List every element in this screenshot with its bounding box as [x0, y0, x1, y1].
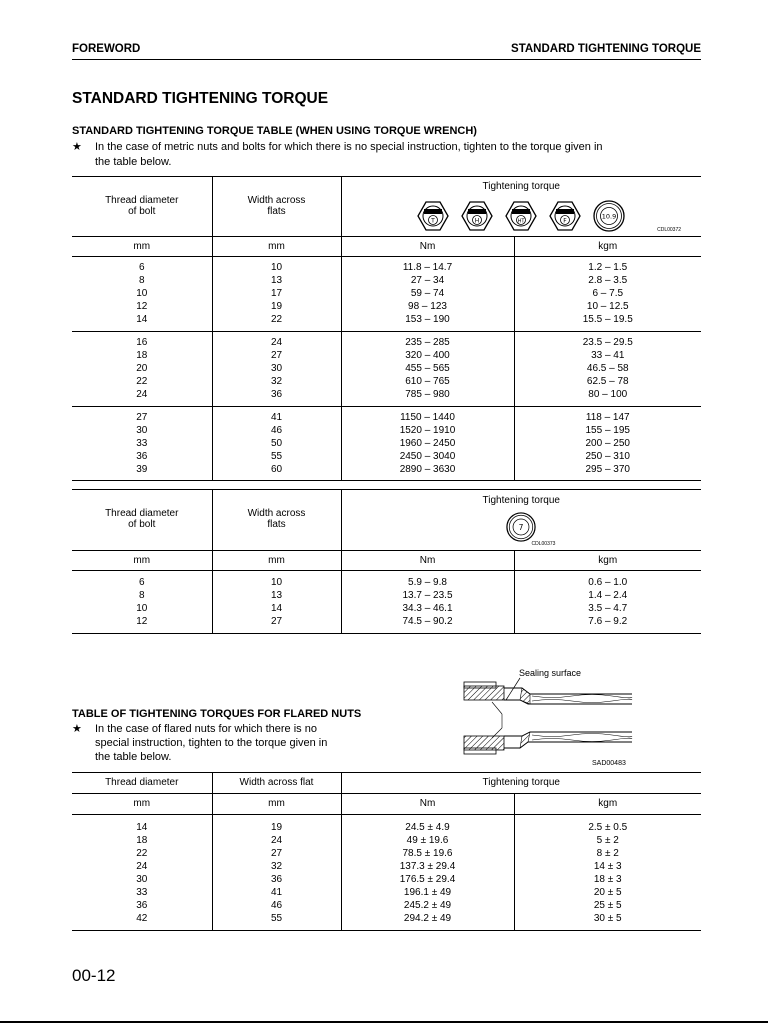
icon-code-2: CDL00373	[531, 541, 556, 547]
section1-note-line2: the table below.	[95, 156, 172, 168]
icon-code-1: CDL00372	[657, 227, 681, 233]
bolt-head-7-icon	[506, 512, 536, 542]
bolt-head-icons	[342, 200, 702, 232]
cell-nm-group-2: 235 – 285 320 – 400 455 – 565 610 – 765 785 – 980	[341, 332, 514, 407]
cell-kgm: 0.6 – 1.0 1.4 – 2.4 3.5 – 4.7 7.6 – 9.2	[514, 571, 701, 634]
header-tightening-torque: Tightening torque 7 CDL00373	[341, 490, 701, 551]
cell-nm: 24.5 ± 4.9 49 ± 19.6 78.5 ± 19.6 137.3 ± 29.4 176.5 ± 29.4 196.1 ± 49 245.2 ± 49 294.2 ± 49	[341, 815, 514, 931]
cell-kgm-group-2: 23.5 – 29.5 33 – 41 46.5 – 58 62.5 – 78 80 – 100	[514, 332, 701, 407]
cell-width: 10 13 14 27	[212, 571, 341, 634]
cell-kgm-group-1: 1.2 – 1.5 2.8 – 3.5 6 – 7.5 10 – 12.5 15.5 – 19.5	[514, 257, 701, 332]
unit-mm: mm	[212, 551, 341, 571]
star-icon: ★	[72, 141, 82, 153]
cell-width-group-1: 10 13 17 19 22	[212, 257, 341, 332]
unit-nm: Nm	[341, 794, 514, 815]
bolt-head-f-icon	[549, 201, 581, 231]
unit-mm: mm	[72, 551, 212, 571]
header-thread-diameter: Thread diameter	[72, 773, 212, 794]
unit-nm: Nm	[341, 237, 514, 257]
cell-nm: 5.9 – 9.8 13.7 – 23.5 34.3 – 46.1 74.5 – 90.2	[341, 571, 514, 634]
header-tightening-torque: Tightening torque	[341, 773, 701, 794]
header-rule	[72, 59, 701, 60]
cell-nm-group-1: 11.8 – 14.7 27 – 34 59 – 74 98 – 123 153 – 190	[341, 257, 514, 332]
star-icon: ★	[72, 723, 82, 735]
torque-table-flared-nuts	[72, 772, 701, 931]
section1-note-line1: In the case of metric nuts and bolts for which there is no special instruction, tighten to the torque given in	[95, 141, 603, 153]
sealing-surface-label: Sealing surface	[519, 668, 582, 678]
svg-text:HT: HT	[517, 218, 525, 225]
cell-thread: 14 18 22 24 30 33 36 42	[72, 815, 212, 931]
header-tightening-torque: Tightening torque T H HT F 10.9 CDL00372	[341, 177, 701, 237]
figure-code: SAD00483	[592, 760, 626, 767]
bolt-head-t-icon	[417, 201, 449, 231]
bolt-head-ht-icon	[505, 201, 537, 231]
unit-kgm: kgm	[514, 237, 701, 257]
header-width-across-flat: Width across flat	[212, 773, 341, 794]
page-title: STANDARD TIGHTENING TORQUE	[72, 90, 329, 107]
header-thread-diameter: Thread diameter of bolt	[72, 177, 212, 237]
unit-mm: mm	[212, 794, 341, 815]
svg-text:10.9: 10.9	[602, 212, 617, 221]
svg-text:T: T	[431, 217, 436, 225]
bolt-head-h-icon	[461, 201, 493, 231]
cell-thread-group-2: 16 18 20 22 24	[72, 332, 212, 407]
flared-nut-diagram	[462, 666, 638, 770]
unit-kgm: kgm	[514, 794, 701, 815]
torque-table-metric	[72, 176, 701, 481]
svg-text:7: 7	[518, 522, 524, 532]
section2-note-line1: In the case of flared nuts for which there is no	[95, 723, 317, 735]
header-width-across: Width across flats	[212, 490, 341, 551]
unit-mm: mm	[212, 237, 341, 257]
header-right: STANDARD TIGHTENING TORQUE	[511, 43, 701, 55]
cell-kgm: 2.5 ± 0.5 5 ± 2 8 ± 2 14 ± 3 18 ± 3 20 ± 5 25 ± 5 30 ± 5	[514, 815, 701, 931]
bolt-head-10-9-icon	[593, 200, 625, 232]
cell-nm-group-3: 1150 – 1440 1520 – 1910 1960 – 2450 2450 – 3040 2890 – 3630	[341, 407, 514, 481]
svg-text:F: F	[563, 217, 567, 225]
cell-thread-group-3: 27 30 33 36 39	[72, 407, 212, 481]
header-left: FOREWORD	[72, 43, 141, 55]
section1-subtitle: STANDARD TIGHTENING TORQUE TABLE (WHEN USING TORQUE WRENCH)	[72, 125, 477, 137]
cell-kgm-group-3: 118 – 147 155 – 195 200 – 250 250 – 310 295 – 370	[514, 407, 701, 481]
svg-text:H: H	[474, 217, 480, 225]
unit-mm: mm	[72, 794, 212, 815]
cell-thread-group-1: 6 8 10 12 14	[72, 257, 212, 332]
unit-kgm: kgm	[514, 551, 701, 571]
unit-nm: Nm	[341, 551, 514, 571]
footer-rule	[0, 1021, 768, 1023]
section2-subtitle: TABLE OF TIGHTENING TORQUES FOR FLARED NUTS	[72, 708, 362, 720]
torque-table-bolt-7	[72, 489, 701, 634]
cell-width-group-2: 24 27 30 32 36	[212, 332, 341, 407]
section1-note	[72, 141, 701, 169]
header-thread-diameter: Thread diameter of bolt	[72, 490, 212, 551]
section2-note	[72, 723, 452, 765]
section2-note-line2: special instruction, tighten to the torque given in	[95, 737, 328, 749]
cell-width: 19 24 27 32 36 41 46 55	[212, 815, 341, 931]
cell-width-group-3: 41 46 50 55 60	[212, 407, 341, 481]
page-number: 00-12	[72, 966, 116, 985]
header-width-across: Width across flats	[212, 177, 341, 237]
unit-mm: mm	[72, 237, 212, 257]
section2-note-line3: the table below.	[95, 751, 172, 763]
cell-thread: 6 8 10 12	[72, 571, 212, 634]
